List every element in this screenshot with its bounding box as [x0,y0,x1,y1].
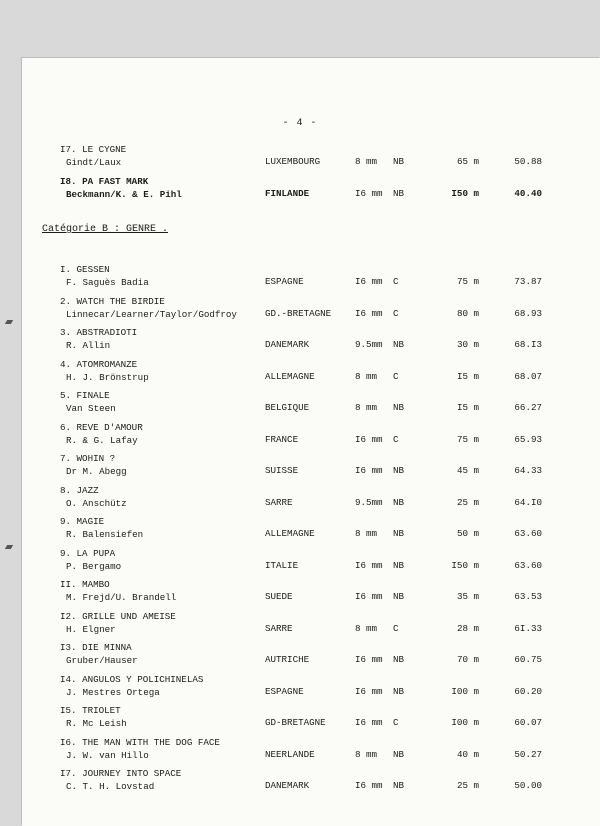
film-length: 80 m [456,307,479,319]
film-author: J. W. van Hillo [66,749,149,761]
entry-number: I2. [60,610,77,622]
film-author: F. Saguès Badia [66,277,149,288]
entry-number: I6. [60,736,77,748]
film-title: LA PUPA [76,547,116,559]
film-color: NB [393,402,405,413]
country: SUEDE [265,591,293,602]
country: ALLEMAGNE [265,528,315,539]
film-title: ANGULOS Y POLICHINELAS [82,673,204,685]
film-author: C. T. H. Lovstad [66,781,155,792]
film-author: Linnecar/Learner/Taylor/Godfroy [66,308,237,320]
film-score: 6I.33 [514,622,542,634]
entry-number: 8. [60,484,72,496]
film-format: I6 mm [355,717,383,728]
film-color: C [393,622,399,634]
film-color: NB [393,339,405,350]
film-author: R. & G. Lafay [66,434,138,446]
film-title: TRIOLET [82,705,121,716]
film-color: NB [393,591,405,602]
table-row [0,642,600,670]
table-row [0,548,600,576]
film-length: 75 m [456,433,479,445]
film-format: I6 mm [355,654,383,665]
entry-number: I4. [60,673,77,685]
country: FRANCE [265,433,299,445]
entry-number: 6. [60,421,72,433]
film-format: I6 mm [355,188,383,199]
country: LUXEMBOURG [265,156,321,167]
film-author: R. Allin [66,340,111,351]
film-score: 40.40 [514,188,542,199]
film-author: R. Balensiefen [66,529,144,540]
film-author: H. J. Brönstrup [66,371,149,383]
film-format: 9.5mm [355,339,383,350]
film-length: 35 m [456,591,479,602]
table-row [0,516,600,544]
table-row [0,579,600,607]
country: NEERLANDE [265,748,315,760]
film-title: JAZZ [76,484,99,496]
film-title: LE CYGNE [82,144,127,155]
film-length: 28 m [456,622,479,634]
film-color: C [393,276,399,287]
film-author: Beckmann/K. & E. Pihl [66,189,182,200]
film-author: J. Mestres Ortega [66,686,160,698]
film-author: O. Anschütz [66,497,127,509]
country: GD.-BRETAGNE [265,307,332,319]
film-score: 64.I0 [514,496,542,508]
country: DANEMARK [265,780,310,791]
film-title: REVE D'AMOUR [76,421,143,433]
film-format: I6 mm [355,591,383,602]
film-author: Van Steen [66,403,116,414]
entry-number: 7. [60,453,72,464]
film-color: C [393,307,399,319]
table-row [0,768,600,796]
film-title: WATCH THE BIRDIE [76,295,165,307]
country: ESPAGNE [265,276,304,287]
country: GD-BRETAGNE [265,717,326,728]
film-color: NB [393,685,405,697]
film-score: 65.93 [514,433,542,445]
film-author: H. Elgner [66,623,116,635]
film-length: 25 m [456,780,479,791]
film-length: I00 m [451,717,479,728]
film-length: I50 m [451,559,479,571]
film-title: GRILLE UND AMEISE [82,610,176,622]
film-author: R. Mc Leish [66,718,127,729]
film-length: 70 m [456,654,479,665]
film-color: NB [393,156,405,167]
film-title: THE MAN WITH THE DOG FACE [82,736,220,748]
country: FINLANDE [265,188,310,199]
film-title: FINALE [76,390,110,401]
table-row [0,144,600,172]
table-row [0,296,600,324]
film-color: NB [393,654,405,665]
film-format: I6 mm [355,433,383,445]
table-row [0,737,600,765]
country: SARRE [265,496,293,508]
film-color: NB [393,780,405,791]
table-row [0,264,600,292]
table-row [0,485,600,513]
page-number: - 4 - [282,118,318,129]
film-title: MAGIE [76,516,105,527]
table-row [0,359,600,387]
film-length: 50 m [456,528,479,539]
film-format: I6 mm [355,559,383,571]
film-color: NB [393,748,405,760]
entry-number: I7. [60,768,77,779]
film-score: 64.33 [514,465,542,476]
table-row [0,453,600,481]
entry-number: II. [60,579,77,590]
film-format: 8 mm [355,156,378,167]
entry-number: I. [60,264,72,275]
country: SUISSE [265,465,299,476]
film-author: Gruber/Hauser [66,655,138,666]
film-format: 8 mm [355,370,378,382]
film-score: 50.27 [514,748,542,760]
entry-number: 9. [60,547,72,559]
entry-number: 3. [60,327,72,338]
film-color: NB [393,496,405,508]
film-color: NB [393,188,405,199]
film-color: NB [393,528,405,539]
film-format: I6 mm [355,685,383,697]
film-score: 73.87 [514,276,542,287]
film-title: ATOMROMANZE [76,358,138,370]
film-length: I5 m [456,370,479,382]
film-color: C [393,433,399,445]
film-title: ABSTRADIOTI [76,327,138,338]
film-author: Gindt/Laux [66,157,122,168]
film-format: 8 mm [355,528,378,539]
film-color: C [393,370,399,382]
film-format: I6 mm [355,780,383,791]
country: SARRE [265,622,293,634]
table-row [0,327,600,355]
entry-number: I5. [60,705,77,716]
category-heading: Catégorie B : GENRE . [42,224,169,235]
film-score: 68.07 [514,370,542,382]
film-score: 60.75 [514,654,542,665]
entry-number: I3. [60,642,77,653]
table-row [0,390,600,418]
film-color: NB [393,465,405,476]
film-author: P. Bergamo [66,560,122,572]
film-color: NB [393,559,405,571]
film-title: JOURNEY INTO SPACE [82,768,182,779]
film-score: 50.88 [514,156,542,167]
film-score: 63.60 [514,528,542,539]
film-title: WOHIN ? [76,453,116,464]
film-score: 50.00 [514,780,542,791]
film-length: 40 m [456,748,479,760]
film-score: 68.I3 [514,339,542,350]
film-score: 63.53 [514,591,542,602]
film-score: 60.07 [514,717,542,728]
film-length: 45 m [456,465,479,476]
table-row [0,176,600,204]
film-length: 30 m [456,339,479,350]
country: ALLEMAGNE [265,370,315,382]
country: DANEMARK [265,339,310,350]
film-score: 63.60 [514,559,542,571]
country: BELGIQUE [265,402,310,413]
film-score: 66.27 [514,402,542,413]
entry-number: 5. [60,390,72,401]
film-length: I00 m [451,685,479,697]
film-length: 65 m [456,156,479,167]
film-score: 68.93 [514,307,542,319]
entry-number: 4. [60,358,72,370]
film-length: I50 m [451,188,479,199]
entry-number: 9. [60,516,72,527]
film-title: MAMBO [82,579,110,590]
entry-number: 2. [60,295,72,307]
film-format: I6 mm [355,465,383,476]
table-row [0,611,600,639]
film-color: C [393,717,399,728]
table-row [0,422,600,450]
film-length: I5 m [456,402,479,413]
country: AUTRICHE [265,654,310,665]
film-format: 8 mm [355,748,378,760]
country: ESPAGNE [265,685,304,697]
film-author: M. Frejd/U. Brandell [66,592,177,603]
table-row [0,674,600,702]
country: ITALIE [265,559,299,571]
film-format: 8 mm [355,402,378,413]
film-title: DIE MINNA [82,642,132,653]
film-format: I6 mm [355,276,383,287]
film-score: 60.20 [514,685,542,697]
table-row [0,705,600,733]
entry-number: I8. [60,176,77,187]
film-title: GESSEN [76,264,110,275]
film-length: 25 m [456,496,479,508]
film-length: 75 m [456,276,479,287]
entry-number: I7. [60,144,77,155]
film-format: 9.5mm [355,496,383,508]
film-format: 8 mm [355,622,378,634]
film-title: PA FAST MARK [82,176,149,187]
film-format: I6 mm [355,307,383,319]
film-author: Dr M. Abegg [66,466,127,477]
